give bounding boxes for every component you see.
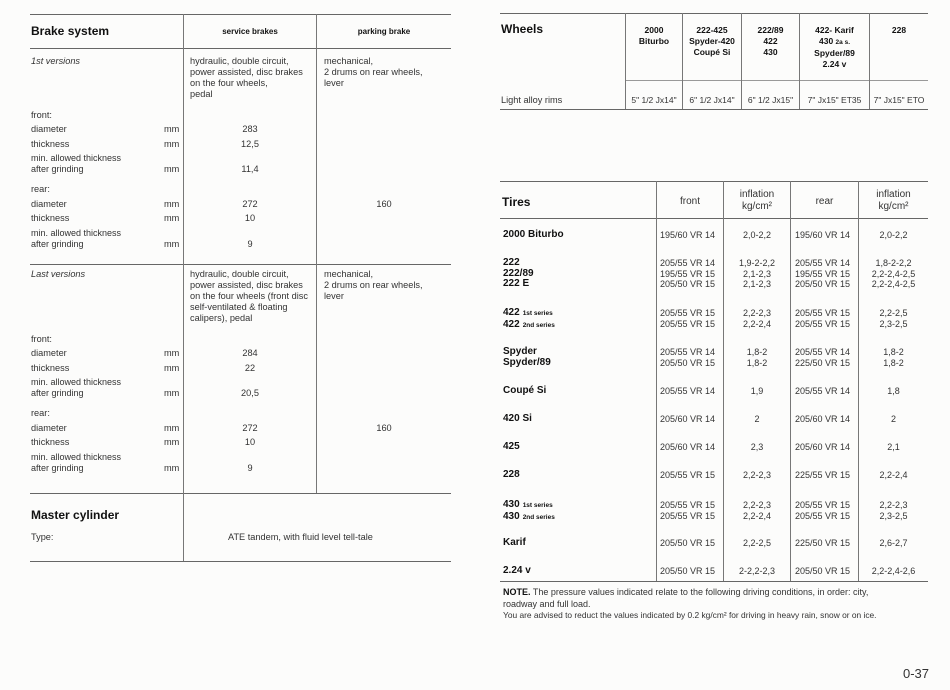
tire-model-series: 1st series [522,310,553,317]
first-front-thickness-label: thickness [31,139,70,149]
tire-rear-inflation: 2,2-2,4-2,6 [871,566,916,576]
tire-front-inflation: 2,2-2,3 2,2-2,4 [742,308,772,329]
wheels-col-430-line [800,36,869,48]
unit-mm: mm [164,437,180,447]
wheels-val-2: 6" 1/2 Jx14" [689,95,735,105]
page-number: 0-37 [903,666,930,681]
tires-header-rule [500,218,928,219]
last-rear-diameter-value: 272 [242,423,258,433]
tire-rear-size: 205/55 VR 14 225/50 VR 15 [795,347,851,368]
tires-div-1 [656,181,657,581]
wheels-col-228: 228 [891,25,907,35]
tire-front-inflation: 2,0-2,2 [742,230,772,240]
last-service-desc: hydraulic, double circuit, power assisted, disc brakes on the four wheels (front disc self-ventilated & floating calipers), pedal [190,269,308,323]
tire-front-inflation: 1,9-2-2,2 2,1-2,3 2,1-2,3 [738,258,776,289]
first-front-diameter-value: 283 [242,124,258,134]
parking-brake-header: parking brake [357,27,411,36]
wheels-val-3: 6" 1/2 Jx15" [747,95,794,105]
wheels-bottom-rule [500,109,928,110]
first-rear-thickness-value: 10 [244,213,256,223]
tire-model: Karif [503,537,526,548]
tire-model: 228 [503,469,520,480]
tire-rear-inflation: 2,2-2,5 2,3-2,5 [879,308,908,329]
brake-mid-rule [30,264,451,265]
tire-rear-inflation: 2,2-2,4 [879,470,908,480]
last-front-min-value: 20,5 [241,388,259,398]
tire-rear-size: 205/55 VR 14 [795,386,851,396]
wheels-col-spyder89: Spyder/89 2.24 v [814,48,855,69]
master-top-rule [30,493,451,494]
tire-model: 2000 Biturbo [503,229,564,240]
master-type-label: Type: [31,532,54,542]
tire-front-inflation: 1,8-2 1,8-2 [746,347,768,368]
tires-col-inflation-rear: inflation kg/cm² [876,189,911,212]
last-front-diameter-value: 284 [242,348,258,358]
tire-front-size: 205/55 VR 15 205/55 VR 15 [660,500,716,521]
tire-rear-size: 205/60 VR 14 [795,414,851,424]
tire-model [503,500,555,523]
master-type-value: ATE tandem, with fluid level tell-tale [228,532,373,542]
tire-front-size: 205/55 VR 14 195/55 VR 15 205/50 VR 15 [660,258,716,289]
tire-model-series: 1st series [522,502,553,509]
note-line-2: roadway and full load. [503,599,591,609]
wheels-col-422-karif [800,25,869,70]
wheels-val-5: 7" Jx15" ETO [873,95,925,105]
wheels-col-422-karif-line1: 422- Karif [815,25,854,35]
tire-front-inflation: 2,2-2,5 [742,538,772,548]
tire-model: Coupé Si [503,385,547,396]
tire-rear-size: 205/60 VR 14 [795,442,851,452]
tire-rear-inflation: 1,8 [887,386,900,396]
wheels-row-label: Light alloy rims [501,95,563,105]
tires-col-front: front [679,196,700,207]
first-rear-thickness-label: thickness [31,213,70,223]
note-line-1 [503,587,868,598]
tire-model-series: 2nd series [522,513,555,521]
unit-mm: mm [164,239,180,249]
tire-rear-size: 205/50 VR 15 [795,566,851,576]
tires-div-3 [790,181,791,581]
tire-rear-size: 205/55 VR 15 205/55 VR 15 [795,500,851,521]
tire-rear-size: 225/50 VR 15 [795,538,851,548]
tires-div-2 [723,181,724,581]
last-parking-desc: mechanical, 2 drums on rear wheels, lever [324,269,423,301]
first-front-min-label: min. allowed thickness after grinding [31,153,122,174]
first-service-desc: hydraulic, double circuit, power assisted, disc brakes on the four wheels, pedal [190,56,303,99]
tire-front-inflation: 2,2-2,3 [742,470,772,480]
first-rear-label: rear: [31,184,50,194]
tire-front-size: 205/60 VR 14 [660,414,716,424]
tire-model [503,308,555,331]
tires-div-4 [858,181,859,581]
tire-model: 425 [503,441,520,452]
tire-front-size: 205/50 VR 15 [660,566,716,576]
tire-rear-inflation: 2,6-2,7 [879,538,908,548]
tire-rear-size: 205/55 VR 15 205/55 VR 15 [795,308,851,329]
unit-mm: mm [164,139,180,149]
tire-front-size: 205/55 VR 14 205/50 VR 15 [660,347,716,368]
master-bottom-rule [30,561,451,562]
tire-front-size: 195/60 VR 14 [660,230,716,240]
note-line-3: You are advised to reduct the values indicated by 0.2 kg/cm² for driving in heavy rain, snow or on ice. [503,610,877,620]
unit-mm: mm [164,164,180,174]
tire-front-size: 205/55 VR 14 [660,386,716,396]
note-text-1: The pressure values indicated relate to the following driving conditions, in order: city, [530,587,869,597]
tire-front-size: 205/55 VR 15 205/55 VR 15 [660,308,716,329]
unit-mm: mm [164,124,180,134]
first-rear-min-value: 9 [247,239,253,249]
wheels-top-rule [500,13,928,14]
tire-front-inflation: 2 [754,414,760,424]
wheels-col-430-text: 430 [818,36,834,46]
last-rear-min-value: 9 [247,463,253,473]
tire-model-name: 422 [503,307,520,318]
first-rear-min-label: min. allowed thickness after grinding [31,228,122,249]
first-rear-diameter-label: diameter [31,199,67,209]
first-rear-diameter-value: 272 [242,199,258,209]
tires-col-rear: rear [815,196,834,207]
tires-title: Tires [502,195,531,209]
tire-model-name: 430 [503,499,520,510]
master-cylinder-title: Master cylinder [31,508,120,522]
last-front-diameter-label: diameter [31,348,67,358]
tire-front-inflation: 2,3 [750,442,764,452]
unit-mm: mm [164,388,180,398]
unit-mm: mm [164,199,180,209]
unit-mm: mm [164,363,180,373]
last-rear-thickness-value: 10 [244,437,256,447]
tire-model: 222 222/89 222 E [503,257,534,289]
tire-model: 2.24 v [503,565,531,576]
unit-mm: mm [164,463,180,473]
first-front-label: front: [31,110,52,120]
tire-rear-inflation: 1,8-2-2,2 2,2-2,4-2,5 2,2-2,4-2,5 [871,258,916,289]
master-col-divider [183,493,184,561]
tires-col-inflation-front: inflation kg/cm² [739,189,775,212]
tire-rear-inflation: 2 [890,414,896,424]
tire-front-size: 205/60 VR 14 [660,442,716,452]
tire-rear-inflation: 2,2-2,3 2,3-2,5 [879,500,908,521]
tire-model-name: 430 [503,510,520,522]
last-rear-thickness-label: thickness [31,437,70,447]
tires-top-rule [500,181,928,182]
tire-model: 420 Si [503,413,532,424]
first-versions-label: 1st versions [31,56,81,66]
brake-col-divider-2b [316,264,317,493]
last-front-thickness-label: thickness [31,363,70,373]
tire-rear-inflation: 2,1 [887,442,900,452]
first-rear-parking-value: 160 [376,199,392,209]
brake-header-rule [30,48,451,49]
tires-bottom-rule [500,581,928,582]
last-rear-diameter-label: diameter [31,423,67,433]
note-label: NOTE. [503,587,531,597]
tire-rear-inflation: 2,0-2,2 [879,230,908,240]
brake-top-rule [30,14,451,15]
tire-front-size: 205/55 VR 15 [660,470,716,480]
wheels-col-222-89: 222/89 422 430 [757,25,784,57]
wheels-header-rule [626,80,928,81]
unit-mm: mm [164,348,180,358]
wheels-col-222-425: 222-425 Spyder-420 Coupé Si [689,25,735,57]
first-front-thickness-value: 12,5 [241,139,259,149]
last-rear-min-label: min. allowed thickness after grinding [31,452,122,473]
last-front-label: front: [31,334,52,344]
wheels-col-2000: 2000 Biturbo [638,25,670,46]
tire-rear-size: 195/60 VR 14 [795,230,851,240]
unit-mm: mm [164,213,180,223]
wheels-val-1: 5" 1/2 Jx14" [631,95,677,105]
last-front-min-label: min. allowed thickness after grinding [31,377,122,398]
tire-front-size: 205/50 VR 15 [660,538,716,548]
tire-front-inflation: 2-2,2-2,3 [738,566,776,576]
tire-model-name: 422 [503,318,520,330]
last-versions-label: Last versions [31,269,86,279]
tire-rear-inflation: 1,8-2 1,8-2 [883,347,904,368]
last-rear-label: rear: [31,408,50,418]
first-front-diameter-label: diameter [31,124,67,134]
tire-rear-size: 225/55 VR 15 [795,470,851,480]
tire-model-line [503,512,555,524]
first-parking-desc: mechanical, 2 drums on rear wheels, lever [324,56,423,88]
brake-col-divider-2 [316,14,317,264]
tire-model-line [503,320,555,332]
tire-front-inflation: 2,2-2,3 2,2-2,4 [742,500,772,521]
wheels-col-430-series: 2a s. [835,39,851,46]
last-rear-parking-value: 160 [376,423,392,433]
tire-model-series: 2nd series [522,321,555,329]
last-front-thickness-value: 22 [244,363,256,373]
wheels-title: Wheels [501,22,544,36]
wheels-val-4: 7" Jx15" ET35 [807,95,862,105]
brake-col-divider-1b [183,264,184,493]
service-brakes-header: service brakes [222,27,278,36]
first-front-min-value: 11,4 [241,164,259,174]
unit-mm: mm [164,423,180,433]
tire-front-inflation: 1,9 [750,386,764,396]
tire-model: Spyder Spyder/89 [503,346,551,368]
brake-system-title: Brake system [31,24,110,38]
tire-rear-size: 205/55 VR 14 195/55 VR 15 205/50 VR 15 [795,258,851,289]
